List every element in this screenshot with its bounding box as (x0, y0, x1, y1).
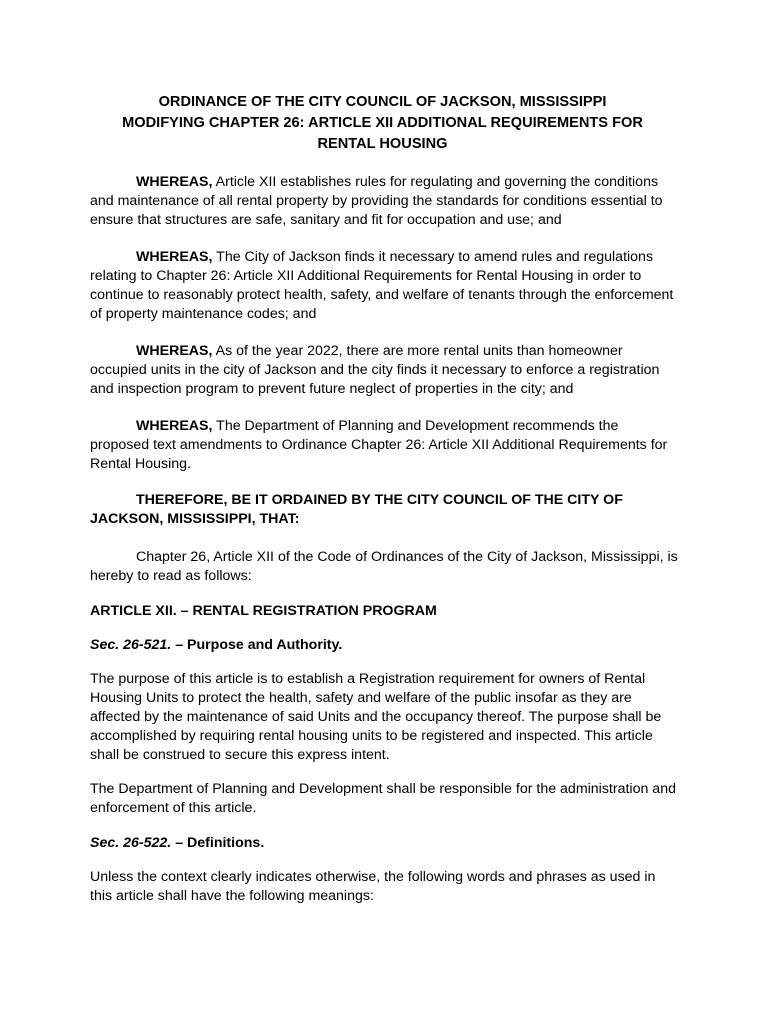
ordinance-title (90, 92, 675, 155)
whereas-lead: WHEREAS, (136, 249, 213, 265)
whereas-paragraph-4 (90, 417, 680, 474)
section-26-522-paragraph-1: Unless the context clearly indicates otherwise, the following words and phrases as used in this article shall have the following meanings: (90, 869, 656, 904)
whereas-lead: WHEREAS, (136, 418, 213, 434)
therefore-clause: THEREFORE, BE IT ORDAINED BY THE CITY COUNCIL OF THE CITY OF JACKSON, MISSISSIPPI, THAT: (90, 492, 623, 527)
article-heading: ARTICLE XII. – RENTAL REGISTRATION PROGRAM (90, 603, 437, 619)
title-line-3: RENTAL HOUSING (317, 136, 448, 152)
whereas-text: Article XII establishes rules for regulating and governing the conditions and maintenance of all rental property by providing the standards for conditions essential to ensure that structures are safe, sanitary and fit for occupation and use; and (90, 174, 663, 228)
section-title: – Purpose and Authority. (171, 637, 343, 653)
whereas-text: The Department of Planning and Development recommends the proposed text amendments to Ordinance Chapter 26: Article XII Additional Requirements for Rental Housing. (90, 418, 668, 472)
section-title: – Definitions. (171, 835, 265, 851)
section-26-521-paragraph-2: The Department of Planning and Development shall be responsible for the administration and enforcement of this article. (90, 781, 676, 816)
section-26-521-heading (90, 636, 680, 655)
chapter-intro: Chapter 26, Article XII of the Code of Ordinances of the City of Jackson, Mississippi, is hereby to read as follows: (90, 549, 678, 584)
section-number: Sec. 26-521. (90, 637, 172, 653)
title-line-1: ORDINANCE OF THE CITY COUNCIL OF JACKSON, MISSISSIPPI (158, 94, 607, 110)
section-26-521-paragraph-1: The purpose of this article is to establish a Registration requirement for owners of Rental Housing Units to protect the health, safety and welfare of the public insofar as they are affected by the maintenance of said Units and the occupancy thereof. The purpose shall be accomplished by requiring rental housing units to be registered and inspected. This article shall be construed to secure this express intent. (90, 671, 662, 763)
whereas-paragraph-3 (90, 342, 680, 399)
title-line-2: MODIFYING CHAPTER 26: ARTICLE XII ADDITIONAL REQUIREMENTS FOR (122, 115, 643, 131)
whereas-text: The City of Jackson finds it necessary to amend rules and regulations relating to Chapter 26: Article XII Additional Requirements for Rental Housing in order to continue to reasonably protect health, safety, and welfare of tenants through the enforcement of property maintenance codes; and (90, 249, 674, 322)
section-number: Sec. 26-522. (90, 835, 172, 851)
whereas-lead: WHEREAS, (136, 343, 213, 359)
whereas-paragraph-1 (90, 173, 680, 230)
whereas-lead: WHEREAS, (136, 174, 213, 190)
section-26-522-heading (90, 834, 680, 853)
whereas-paragraph-2 (90, 248, 680, 324)
whereas-text: As of the year 2022, there are more rental units than homeowner occupied units in the city of Jackson and the city finds it necessary to enforce a registration and inspection program to prevent future neglect of properties in the city; and (90, 343, 660, 397)
